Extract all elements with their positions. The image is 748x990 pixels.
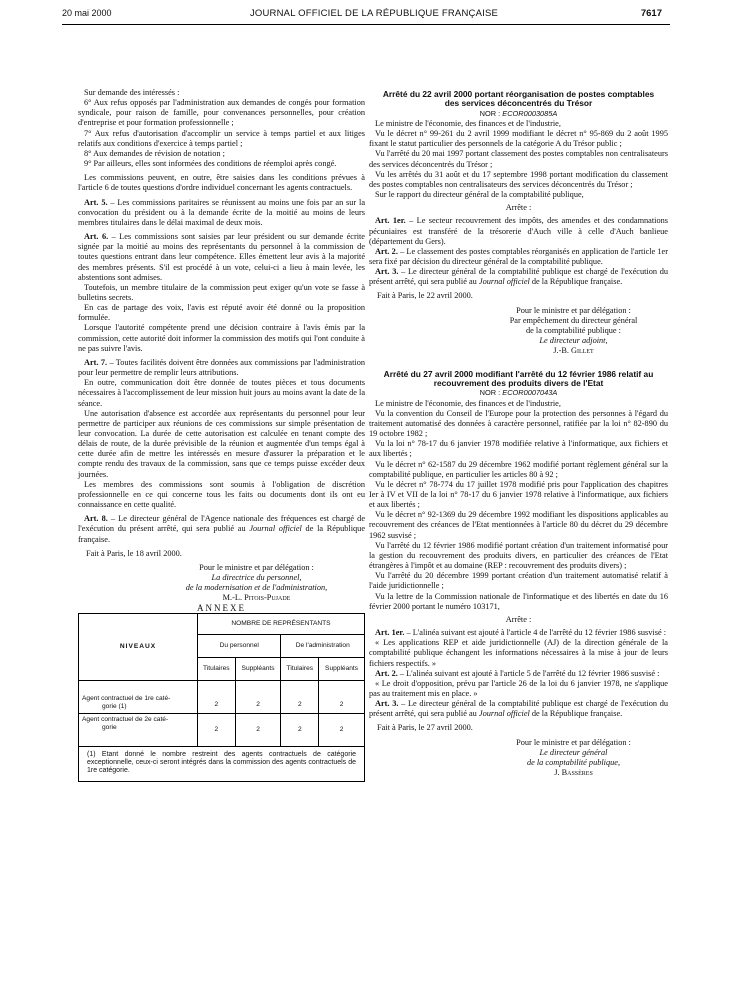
signature-name: J.-B. Gillet — [553, 345, 594, 355]
article-text: – Le classement des postes comptables réorganisés en application de l'article 1er sera fixé par décision du directeur général de la comptabilité publique. — [369, 246, 668, 266]
article-3 — [369, 699, 668, 719]
quoted-paragraph: « Les applications REP et aide juridictionnelle (AJ) de la direction générale de la comptabilité publique échangent les informations nécessaires à la mise à jour de leurs fichiers respectifs. » — [369, 638, 668, 668]
paragraph: Les membres des commissions sont soumis à l'obligation de discrétion professionnelle en ce qui concerne tous les faits ou documents dont ils ont eu connaissance en cette qualité. — [78, 479, 365, 510]
col-header-suppleants: Suppléants — [319, 658, 365, 681]
paragraph: Sur le rapport du directeur général de la comptabilité publique, — [375, 190, 584, 200]
table-cell: 2 — [319, 714, 365, 747]
article-label: Art. 1er. — [375, 628, 405, 638]
article-label: Art. 8. — [84, 514, 108, 524]
article-label: Art. 2. — [375, 668, 398, 678]
table-footnote: (1) Etant donné le nombre restreint des agents contractuels de catégorie exceptionnelle, ceux-ci seront intégrés dans la commission des agents contractuels de 1re catégorie. — [78, 747, 365, 782]
table-cell: 2 — [281, 714, 319, 747]
signature-title: de la comptabilité publique, — [526, 757, 621, 767]
article-label: Art. 3. — [375, 699, 399, 709]
signature-title: La directrice du personnel, — [211, 572, 302, 582]
signature-block — [148, 563, 365, 603]
signature-name: J. Bassères — [554, 767, 593, 777]
article-text: – Les commissions paritaires se réunissent au moins une fois par an sur la convocation du président ou à la demande écrite de la moitié au moins de leurs membres titulaires dans le délai maximal de deux mois. — [78, 197, 366, 227]
col-header-titulaires: Titulaires — [281, 658, 319, 681]
page-header — [0, 0, 748, 26]
article-1 — [369, 628, 668, 638]
paragraph: Le ministre de l'économie, des finances et de l'industrie, — [375, 118, 561, 128]
article-text: de la République française. — [529, 709, 623, 719]
signature-title: Le directeur général — [539, 747, 608, 757]
nor-label: NOR : — [479, 388, 503, 398]
right-column — [369, 90, 668, 778]
paragraph: 8° Aux demandes de révision de notation ; — [84, 148, 225, 158]
decree-title: Arrêté du 27 avril 2000 modifiant l'arrêté du 12 février 1986 relatif au recouvrement des produits divers de l'Etat — [383, 368, 654, 389]
paragraph: Vu la loi n° 78-17 du 6 janvier 1978 modifiée relative à l'informatique, aux fichiers et aux libertés ; — [369, 439, 668, 459]
article-text: – L'alinéa suivant est ajouté à l'article 4 de l'arrêté du 12 février 1986 susvisé : — [404, 628, 667, 638]
paragraph: Vu le décret n° 99-261 du 2 avril 1999 modifiant le décret n° 95-869 du 2 août 1995 fixant le statut particulier des personnels de la catégorie A du Trésor public ; — [369, 129, 668, 149]
paragraph: 9° Par ailleurs, elles sont informées des conditions de réemploi après congé. — [84, 159, 337, 169]
paragraph: Vu l'arrêté du 20 mai 1997 portant classement des postes comptables non centralisateurs des services déconcentrés du Trésor ; — [369, 149, 668, 169]
paragraph: Vu le décret n° 62-1587 du 29 décembre 1962 modifié portant règlement général sur la comptabilité publique, en particulier les articles 80 à 92 ; — [369, 459, 668, 479]
row-label-line: gorie — [102, 724, 117, 732]
arrete-heading: Arrête : — [505, 614, 532, 624]
nor-reference — [369, 388, 668, 398]
col-header-administration: De l'administration — [281, 635, 365, 658]
quoted-paragraph: « Le droit d'opposition, prévu par l'article 26 de la loi du 6 janvier 1978, ne s'applique pas au traitement mis en place. » — [369, 678, 668, 698]
nor-code: ECOR0003085A — [502, 108, 558, 118]
article-label: Art. 6. — [84, 232, 109, 242]
paragraph: 7° Aux refus d'autorisation d'accomplir un service à temps partiel et aux litiges relatifs aux conditions d'exercice à temps partiel ; — [78, 128, 365, 148]
header-journal-title: JOURNAL OFFICIEL DE LA RÉPUBLIQUE FRANÇAISE — [249, 8, 499, 19]
article-label: Art. 7. — [84, 357, 108, 367]
article-text: – Le secteur recouvrement des impôts, des amendes et des condamnations pécuniaires est transféré de la trésorerie d'Auch ville à celle d'Auch banlieue (département du Gers). — [369, 216, 668, 246]
annexe-heading: ANNEXE — [197, 602, 246, 613]
paragraph: Vu l'arrêté du 20 décembre 1999 portant création d'un traitement automatisé relatif à l'aide juridictionnelle ; — [369, 571, 668, 591]
article-7 — [78, 358, 365, 378]
paragraph: En outre, communication doit être donnée de toutes pièces et tous documents nécessaires à l'accomplissement de leur mission huit jours au moins avant la date de la séance. — [78, 378, 365, 408]
table-cell: 2 — [319, 681, 365, 714]
article-text: – Le directeur général de la comptabilité publique est chargé de l'exécution du présent arrêté, qui sera publié au — [369, 699, 668, 719]
decree-title: Arrêté du 22 avril 2000 portant réorganisation de postes comptables des services déconcentrés du Trésor — [382, 89, 655, 109]
table-row — [79, 714, 365, 747]
table-cell: 2 — [198, 681, 236, 714]
fait-a-paris: Fait à Paris, le 18 avril 2000. — [86, 548, 182, 558]
paragraph: Une autorisation d'absence est accordée aux représentants du personnel pour leur permettre de participer aux réunions de ces commissions sur simple présentation de leur convocation. La durée de cette autorisation est calculée en tenant compte des délais de route, de la durée prévisible de la réunion et augmentée d'un temps égal à cette durée afin de mettre les intéressés en mesure d'assurer la préparation et le compte rendu des travaux de la commission, sans que ce temps puisse excéder deux journées. — [78, 408, 365, 479]
arrete-heading: Arrête : — [505, 203, 532, 213]
nor-code: ECOR0007043A — [502, 388, 558, 398]
col-header-suppleants: Suppléants — [235, 658, 281, 681]
signature-block — [479, 738, 668, 778]
article-text: – Toutes facilités doivent être données aux commissions par l'administration pour leur permettre de remplir leurs attributions. — [78, 357, 365, 378]
row-label — [79, 714, 198, 747]
article-text: de la République française. — [529, 277, 623, 287]
article-3 — [369, 267, 668, 287]
paragraph: Vu la convention du Conseil de l'Europe pour la protection des personnes à l'égard du traitement automatisé des données à caractère personnel, ratifiée par la loi n° 82-890 du 19 octobre 1982 ; — [369, 408, 668, 439]
article-2 — [369, 669, 668, 679]
signature-line: Pour le ministre et par délégation : — [516, 305, 631, 315]
article-2 — [369, 247, 668, 267]
journal-italic: Journal officiel — [478, 709, 530, 719]
article-5 — [78, 198, 365, 228]
nor-reference — [369, 109, 668, 119]
signature-block — [479, 306, 668, 356]
header-date: 20 mai 2000 — [62, 8, 112, 18]
table-cell: 2 — [235, 681, 281, 714]
col-header-nombre: NOMBRE DE REPRÉSENTANTS — [198, 614, 365, 635]
journal-italic: Journal officiel — [249, 524, 302, 534]
article-text: – Les commissions sont saisies par leur président ou sur demande écrite signée par la moitié au moins des représentants du personnel à la commission de toutes questions entrant dans leur compétence. Elles émettent leur avis à la majorité des membres présents. S'il est procédé à un vote, celui-ci a lieu à main levée, les abstentions sont admises. — [78, 232, 365, 282]
article-text: – Le directeur général de l'Agence nationale des fréquences est chargé de l'exécution du présent arrêté, qui sera publié au — [78, 514, 365, 534]
article-label: Art. 2. — [375, 246, 398, 256]
table-cell: 2 — [235, 714, 281, 747]
header-rule — [62, 24, 670, 25]
paragraph: Lorsque l'autorité compétente prend une décision contraire à l'avis émis par la commission, cette autorité doit informer la commission des motifs qui l'ont conduite à ne pas suivre l'avis. — [78, 323, 365, 353]
table-row — [79, 681, 365, 714]
table-cell: 2 — [198, 714, 236, 747]
article-label: Art. 3. — [375, 267, 399, 277]
article-1 — [369, 216, 668, 246]
paragraph: En cas de partage des voix, l'avis est réputé avoir été donné ou la proposition formulée. — [78, 303, 365, 323]
journal-italic: Journal officiel — [478, 277, 530, 287]
paragraph: 6° Aux refus opposés par l'administration aux demandes de congés pour formation syndicale, pour raison de famille, pour convenances personnelles, pour création d'entreprise et pour formation professionnelle ; — [78, 98, 365, 128]
paragraph: Le ministre de l'économie, des finances et de l'industrie, — [375, 398, 561, 408]
row-label-line: gorie (1) — [102, 703, 127, 711]
col-header-personnel: Du personnel — [198, 635, 281, 658]
col-header-titulaires: Titulaires — [198, 658, 236, 681]
paragraph: Vu le décret n° 78-774 du 17 juillet 1978 modifié pris pour l'application des chapitres Ier à IV et VII de la loi n° 78-17 du 6 janvier 1978 relative à l'informatique, aux fichiers et aux libertés ; — [369, 479, 668, 510]
row-label — [79, 681, 198, 714]
signature-title: de la modernisation et de l'administration, — [185, 582, 328, 592]
article-label: Art. 5. — [84, 197, 108, 207]
article-6 — [78, 232, 365, 283]
paragraph: Les commissions peuvent, en outre, être saisies dans les conditions prévues à l'article 6 de toutes questions d'ordre individuel concernant les agents contractuels. — [78, 173, 365, 193]
signature-line: de la comptabilité publique : — [526, 325, 621, 335]
paragraph: Vu le décret n° 92-1369 du 29 décembre 1992 modifiant les dispositions applicables au recouvrement des créances de l'Etat mentionnées à l'article 80 du décret du 29 décembre 1962 susvisé ; — [369, 510, 668, 540]
row-label-line: Agent contractuel de 1re caté- — [82, 695, 171, 703]
paragraph: Vu l'arrêté du 12 février 1986 modifié portant création d'un traitement informatisé pour la gestion du recouvrement des produits divers, en particulier des créances de l'Etat étrangères à l'impôt et au domaine (REP : recouvrement des produits divers) ; — [369, 540, 668, 571]
header-page-number: 7617 — [640, 8, 662, 19]
signature-line: Par empêchement du directeur général — [509, 315, 638, 325]
nor-label: NOR : — [479, 108, 503, 118]
signature-title: Le directeur adjoint, — [539, 335, 608, 345]
paragraph: Vu les arrêtés du 31 août et du 17 septembre 1998 portant modification du classement des postes comptables non centralisateurs des services déconcentrés du Trésor ; — [369, 169, 668, 189]
paragraph: Vu la lettre de la Commission nationale de l'informatique et des libertés en date du 16 février 2000 portant le numéro 103171, — [369, 591, 668, 611]
article-label: Art. 1er. — [375, 216, 406, 226]
paragraph: Toutefois, un membre titulaire de la commission peut exiger qu'un vote se fasse à bulletins secrets. — [78, 282, 365, 302]
left-column — [78, 88, 365, 782]
article-text: de la République française. — [78, 524, 365, 544]
annex-table — [78, 613, 365, 747]
article-text: – Le directeur général de la comptabilité publique est chargé de l'exécution du présent arrêté, qui sera publié au — [369, 267, 668, 287]
signature-name: M.-L. Pitois-Pujade — [222, 592, 291, 602]
col-header-niveaux: NIVEAUX — [79, 614, 198, 681]
paragraph: Sur demande des intéressés : — [84, 88, 180, 97]
row-label-line: Agent contractuel de 2e caté- — [82, 716, 169, 724]
signature-line: Pour le ministre et par délégation : — [199, 562, 314, 572]
signature-line: Pour le ministre et par délégation : — [516, 737, 631, 747]
article-8 — [78, 514, 365, 544]
fait-a-paris: Fait à Paris, le 27 avril 2000. — [377, 723, 473, 733]
fait-a-paris: Fait à Paris, le 22 avril 2000. — [377, 291, 473, 301]
article-text: – L'alinéa suivant est ajouté à l'article 5 de l'arrêté du 12 février 1986 susvisé : — [397, 668, 660, 678]
table-cell: 2 — [281, 681, 319, 714]
